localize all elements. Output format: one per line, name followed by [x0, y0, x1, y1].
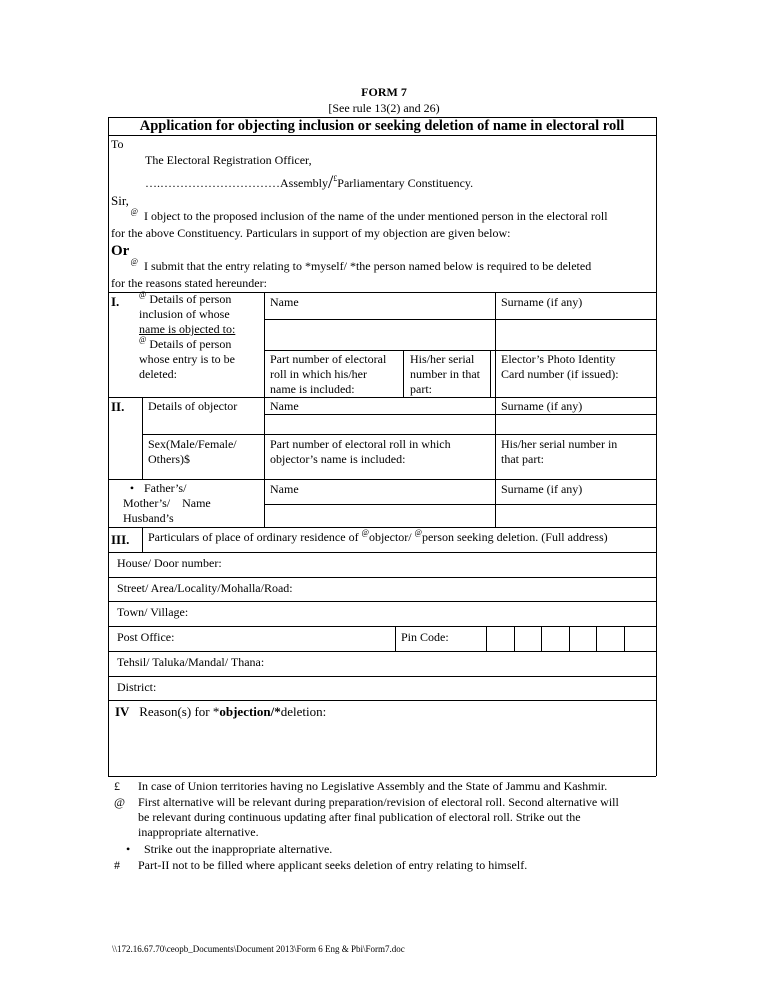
at-mark: @ [130, 207, 138, 216]
section-2-sex-field[interactable]: Sex(Male/Female/ Others)$ [148, 437, 237, 466]
section-1-surname-field[interactable] [496, 320, 655, 349]
section-1-part-number[interactable]: Part number of electoral roll in which his/her name is included: [270, 352, 387, 396]
objection-line-1: @ I object to the proposed inclusion of the name of the under mentioned person in the electoral roll [130, 207, 608, 223]
relation-name-label: Name [270, 482, 299, 496]
or-label: Or [111, 243, 130, 259]
note-strike: • Strike out the inappropriate alternative. [126, 842, 333, 856]
section-4-number: IV [115, 704, 130, 719]
constituency-dots: ….………………………… [145, 176, 280, 190]
at-mark: @ [130, 257, 138, 266]
note-at: @ First alternative will be relevant during preparation/revision of electoral roll. Second alternative will be relevant during continuous updating after final publication of electoral roll. Strike out the inappropriate alternative. [114, 795, 619, 839]
house-field[interactable]: House/ Door number: [117, 556, 222, 570]
note-pound: £ In case of Union territories having no Legislative Assembly and the State of Jammu and Kashmir. [114, 779, 608, 793]
objection-line-2: for the above Constituency. Particulars in support of my objection are given below: [111, 226, 511, 240]
footer-path: \\172.16.67.70\ceopb_Documents\Document 2013\Form 6 Eng & Pbi\Form7.doc [112, 944, 405, 954]
town-field[interactable]: Town/ Village: [117, 605, 189, 619]
to-label: To [111, 137, 124, 151]
bullet-mark: • [129, 481, 135, 495]
street-field[interactable]: Street/ Area/Locality/Mohalla/Road: [117, 581, 293, 595]
tehsil-field[interactable]: Tehsil/ Taluka/Mandal/ Thana: [117, 655, 265, 669]
relation-label: • Father’s/ Mother’s/ Name Husband’s [123, 481, 211, 525]
section-2-serial-number[interactable]: His/her serial number in that part: [501, 437, 618, 466]
section-2-number: II. [111, 399, 125, 414]
pin-code-label: Pin Code: [401, 630, 449, 644]
section-1-epic-number[interactable]: Elector’s Photo Identity Card number (if issued): [501, 352, 619, 381]
form-heading: Application for objecting inclusion or seeking deletion of name in electoral roll [139, 118, 625, 134]
section-2-part-number[interactable]: Part number of electoral roll in which objector’s name is included: [270, 437, 451, 466]
reasons-field[interactable] [109, 722, 655, 774]
form-title: FORM 7 [361, 85, 407, 99]
section-2-label: Details of objector [148, 399, 238, 413]
assembly-label: Assembly [280, 176, 328, 190]
note-hash: # Part-II not to be filled where applicant seeks deletion of entry relating to himself. [114, 858, 528, 872]
section-3-heading: Particulars of place of ordinary residence of @objector/ @person seeking deletion. (Full address) [148, 528, 608, 544]
relation-surname-field[interactable] [496, 505, 655, 526]
constituency-line [145, 172, 474, 193]
rule-reference: [See rule 13(2) and 26) [328, 101, 440, 115]
section-1-serial-number[interactable]: His/her serial number in that part: [410, 352, 480, 396]
pound-mark: £ [333, 174, 338, 183]
post-office-field[interactable]: Post Office: [117, 630, 175, 644]
section-1-name-field[interactable] [265, 320, 494, 349]
pin-code-boxes[interactable] [487, 627, 655, 650]
section-4-heading: IV Reason(s) for *objection/*deletion: [115, 704, 327, 719]
section-3-number: III. [111, 532, 130, 547]
section-2-surname-label: Surname (if any) [501, 399, 583, 413]
section-1-number: I. [111, 294, 120, 309]
section-1-surname-label: Surname (if any) [501, 295, 583, 309]
salutation: Sir, [111, 193, 129, 208]
relation-name-field[interactable] [265, 505, 494, 526]
bullet-mark: • [126, 842, 131, 856]
parliamentary-label: Parliamentary Constituency. [337, 176, 474, 190]
district-field[interactable]: District: [117, 680, 157, 694]
relation-surname-label: Surname (if any) [501, 482, 583, 496]
section-2-name-label: Name [270, 399, 299, 413]
section-1-name-label: Name [270, 295, 299, 309]
section-1-label: @ Details of person inclusion of whose name is objected to: @ Details of person whose entry is to be deleted: [139, 290, 236, 381]
objection-line-3: @ I submit that the entry relating to *myself/ *the person named below is required to be deleted [130, 257, 592, 273]
officer-label: The Electoral Registration Officer, [145, 153, 312, 167]
slash-mark: / [328, 172, 334, 193]
objection-line-4: for the reasons stated hereunder: [111, 276, 267, 290]
